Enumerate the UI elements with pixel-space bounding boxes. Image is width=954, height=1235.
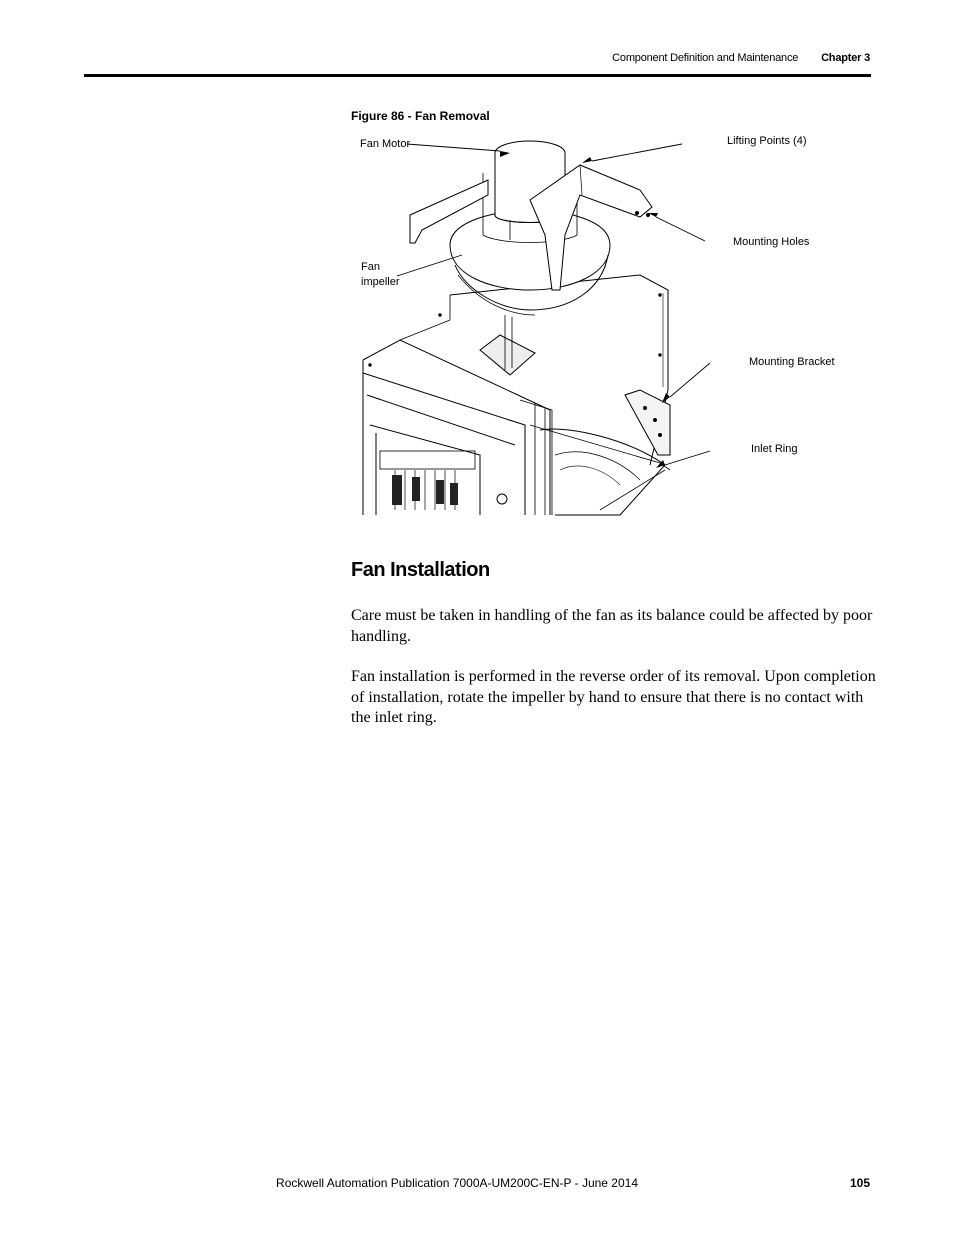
header-chapter: Chapter 3 [821,52,870,64]
page-number: 105 [849,1176,870,1190]
fan-impeller-label-line2: impeller [361,276,400,288]
header-section-title: Component Definition and Maintenance [612,52,799,64]
lifting-points-label: Lifting Points (4) [727,135,807,147]
mounting-holes-label: Mounting Holes [733,236,810,248]
fan-impeller-label-line1: Fan [361,261,380,273]
impeller-drawing [450,210,610,315]
running-header [612,52,870,64]
cabinet-drawing [363,275,670,515]
header-rule [84,74,871,77]
section-title: Fan Installation [351,559,490,581]
body-paragraph: Care must be taken in handling of the fan as its balance could be affected by poor handling. [351,607,873,645]
inlet-ring-label: Inlet Ring [751,443,798,455]
fan-removal-diagram [340,125,880,525]
footer-publication: Rockwell Automation Publication 7000A-UM200C-EN-P - June 2014 [276,1176,638,1190]
fan-motor-label: Fan Motor [360,138,411,150]
body-paragraph: Fan installation is performed in the reverse order of its removal. Upon completion of installation, rotate the impeller by hand to ensure that there is no contact with the inlet ring. [351,668,876,726]
mounting-bracket-label: Mounting Bracket [749,356,835,368]
figure-caption: Figure 86 - Fan Removal [351,109,490,123]
